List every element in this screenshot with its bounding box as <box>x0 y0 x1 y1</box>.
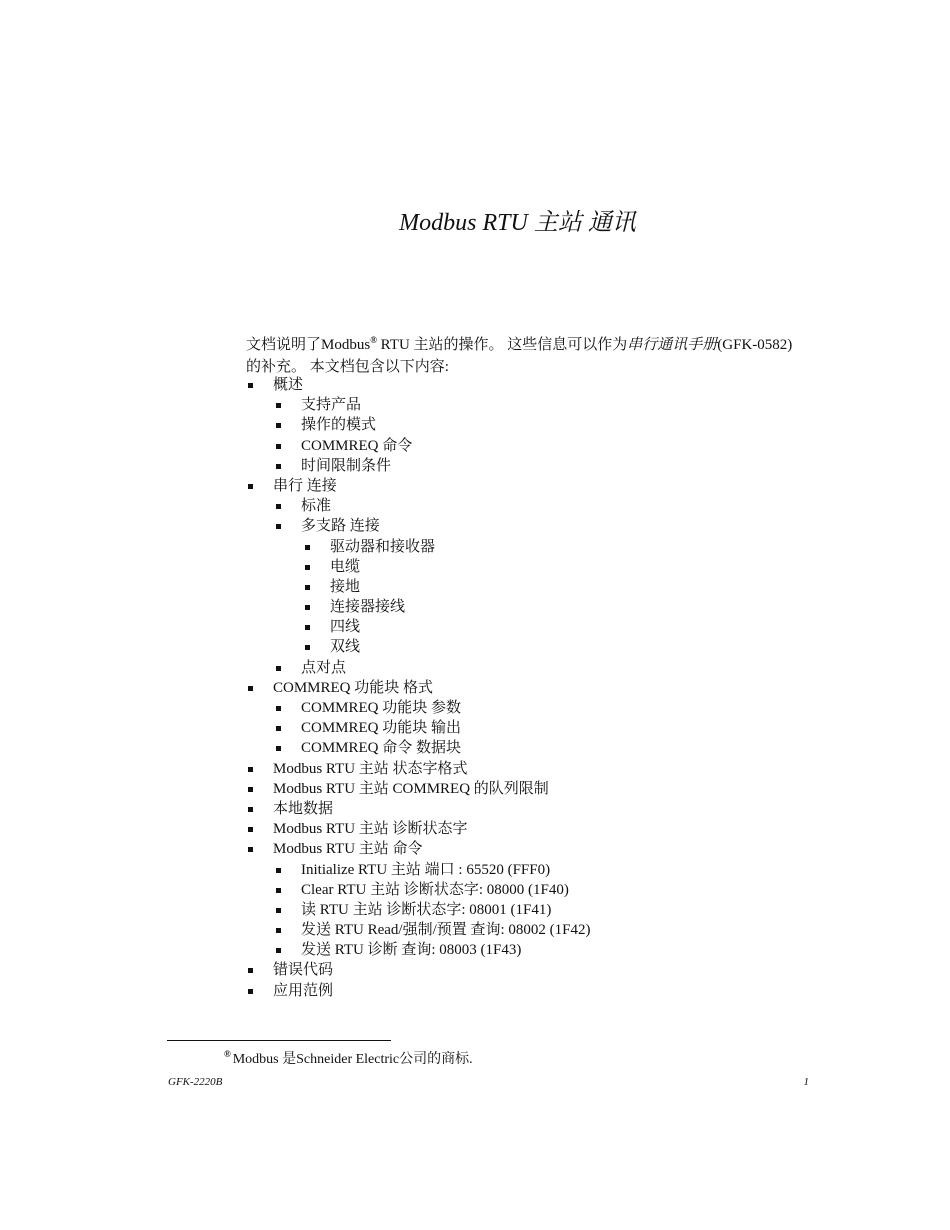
page-number: 1 <box>803 1076 809 1088</box>
manual-title: 串行通讯手册 <box>627 337 718 353</box>
intro-text-2: RTU 主站的操作。 这些信息可以作为 <box>376 337 628 353</box>
list-item: COMMREQ 功能块 格式 <box>246 678 846 698</box>
list-item: 发送 RTU Read/强制/预置 查询: 08002 (1F42) <box>246 920 846 940</box>
list-item: 双线 <box>246 637 846 657</box>
list-item: 驱动器和接收器 <box>246 537 846 557</box>
footnote-text: Modbus 是Schneider Electric公司的商标. <box>232 1052 473 1067</box>
list-item: Modbus RTU 主站 COMMREQ 的队列限制 <box>246 779 846 799</box>
intro-paragraph <box>246 329 806 378</box>
list-item: Initialize RTU 主站 端口 : 65520 (FFF0) <box>246 860 846 880</box>
list-item: 发送 RTU 诊断 查询: 08003 (1F43) <box>246 940 846 960</box>
list-item: 应用范例 <box>246 981 846 1001</box>
registered-mark: ® <box>370 335 377 345</box>
list-item: 支持产品 <box>246 395 846 415</box>
list-item: 连接器接线 <box>246 597 846 617</box>
list-item: 操作的模式 <box>246 415 846 435</box>
list-item: 接地 <box>246 577 846 597</box>
list-item: 时间限制条件 <box>246 456 846 476</box>
list-item: 读 RTU 主站 诊断状态字: 08001 (1F41) <box>246 900 846 920</box>
footnote-mark: ® <box>224 1049 231 1059</box>
intro-text-3: (GFK-0582)的补充。 本文档包含以下内容: <box>246 337 793 375</box>
list-item: COMMREQ 命令 <box>246 436 846 456</box>
list-item: 概述 <box>246 375 846 395</box>
list-item: 四线 <box>246 617 846 637</box>
list-item: 电缆 <box>246 557 846 577</box>
list-item: 串行 连接 <box>246 476 846 496</box>
list-item: 多支路 连接 <box>246 516 846 536</box>
list-item: Modbus RTU 主站 状态字格式 <box>246 759 846 779</box>
list-item: Clear RTU 主站 诊断状态字: 08000 (1F40) <box>246 880 846 900</box>
footnote-divider <box>167 1040 391 1041</box>
list-item: COMMREQ 命令 数据块 <box>246 738 846 758</box>
list-item: 标准 <box>246 496 846 516</box>
list-item: 错误代码 <box>246 960 846 980</box>
list-item: COMMREQ 功能块 参数 <box>246 698 846 718</box>
list-item: Modbus RTU 主站 诊断状态字 <box>246 819 846 839</box>
contents-list <box>246 375 846 1001</box>
list-item: 点对点 <box>246 658 846 678</box>
page-title: Modbus RTU 主站 通讯 <box>399 210 636 236</box>
document-id: GFK-2220B <box>168 1076 223 1088</box>
intro-text-1: 文档说明了Modbus <box>246 337 371 353</box>
list-item: Modbus RTU 主站 命令 <box>246 839 846 859</box>
footnote <box>224 1048 473 1068</box>
list-item: 本地数据 <box>246 799 846 819</box>
list-item: COMMREQ 功能块 输出 <box>246 718 846 738</box>
